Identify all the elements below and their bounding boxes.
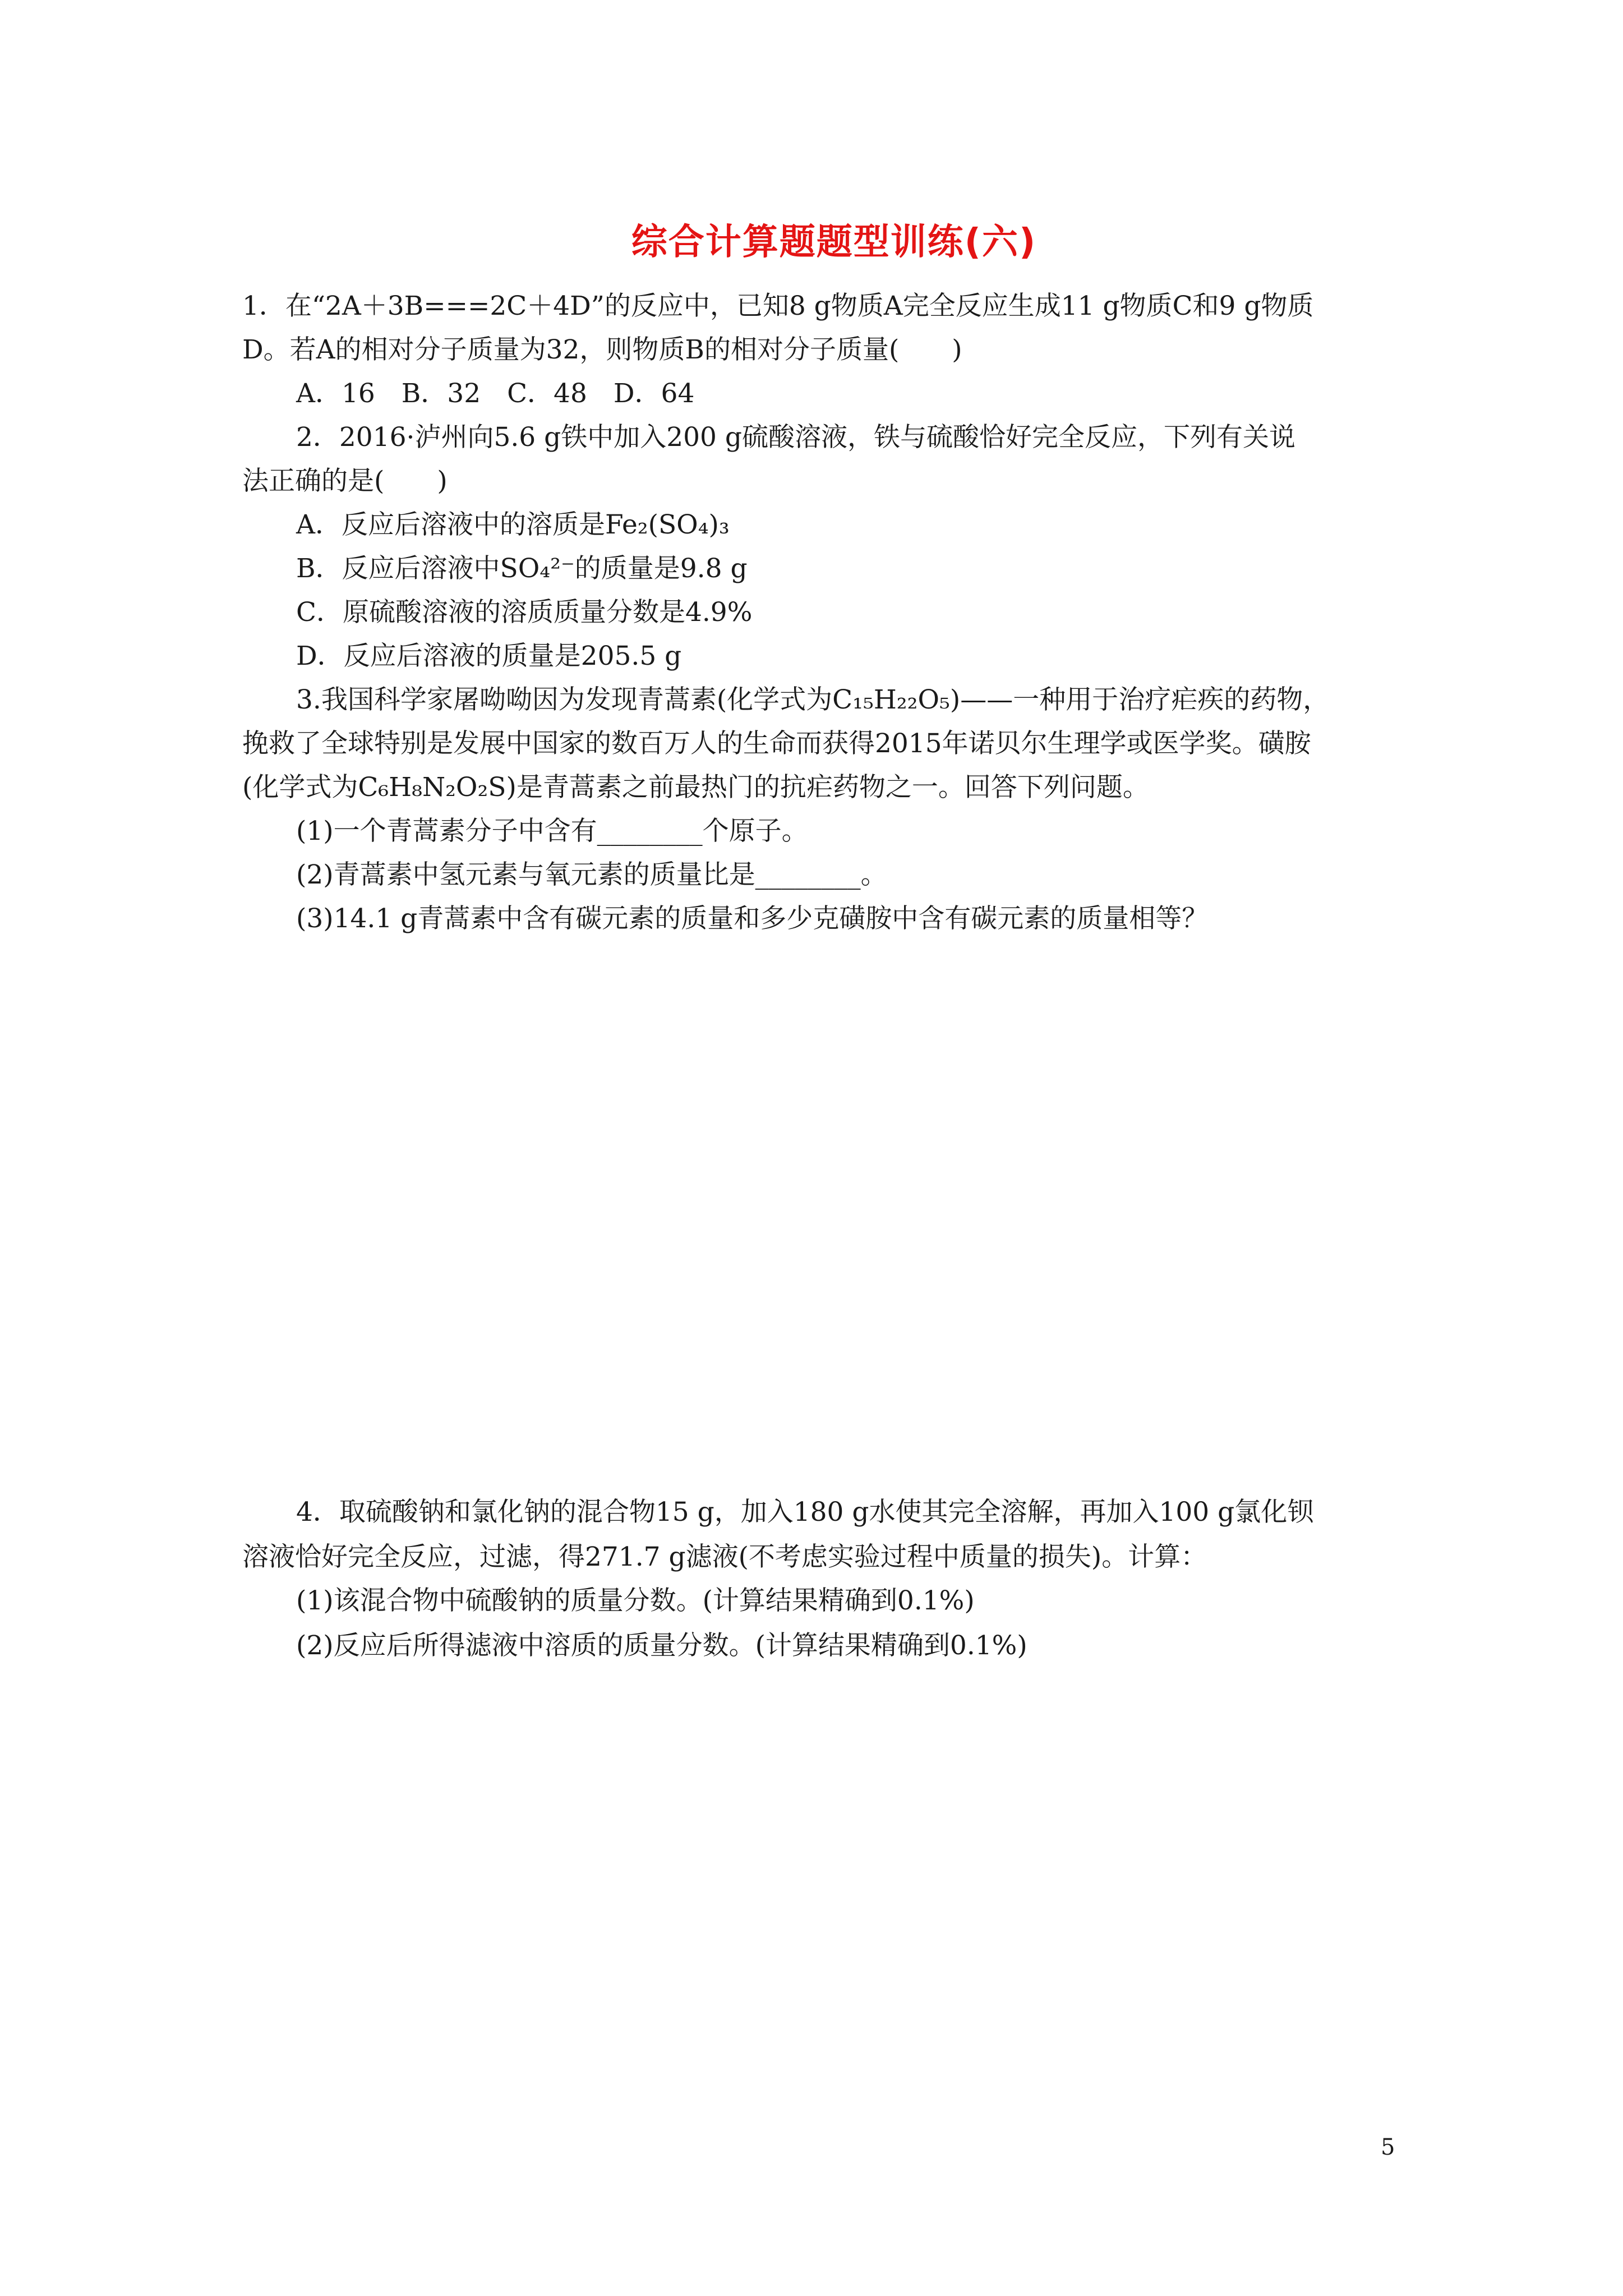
q3-part-1: (1)一个青蒿素分子中含有________个原子。: [296, 816, 808, 846]
q2-line-1: 2．2016·泸州向5.6 g铁中加入200 g硫酸溶液，铁与硫酸恰好完全反应，下列有关说: [296, 422, 1295, 453]
q2-option-d: D．反应后溶液的质量是205.5 g: [296, 641, 682, 671]
q3-line-1: 3.我国科学家屠呦呦因为发现青蒿素(化学式为C₁₅H₂₂O₅)——一种用于治疗疟疾的药物，: [296, 684, 1330, 715]
page-title: 综合计算题题型训练(六): [631, 222, 1037, 263]
q1-line-1: 1．在“2A＋3B===2C＋4D”的反应中，已知8 g物质A完全反应生成11 g物质C和9 g物质: [242, 291, 1314, 321]
q1-options: A．16 B．32 C．48 D．64: [296, 378, 695, 409]
q3-part-2: (2)青蒿素中氢元素与氧元素的质量比是________。: [296, 859, 887, 890]
q2-option-b: B．反应后溶液中SO₄²⁻的质量是9.8 g: [296, 553, 748, 584]
q4-part-1: (1)该混合物中硫酸钠的质量分数。(计算结果精确到0.1%): [296, 1585, 975, 1616]
q2-option-a: A．反应后溶液中的溶质是Fe₂(SO₄)₃: [296, 509, 730, 540]
q2-option-c: C．原硫酸溶液的溶质质量分数是4.9%: [296, 597, 753, 628]
q2-line-2: 法正确的是( ): [242, 466, 448, 496]
q1-line-2: D。若A的相对分子质量为32，则物质B的相对分子质量( ): [242, 334, 962, 365]
page-number: 5: [1381, 2134, 1395, 2160]
q3-line-2: 挽救了全球特别是发展中国家的数百万人的生命而获得2015年诺贝尔生理学或医学奖。磺胺: [242, 728, 1311, 759]
q3-line-3: (化学式为C₆H₈N₂O₂S)是青蒿素之前最热门的抗疟药物之一。回答下列问题。: [242, 772, 1149, 803]
q4-part-2: (2)反应后所得滤液中溶质的质量分数。(计算结果精确到0.1%): [296, 1630, 1027, 1661]
q3-part-3: (3)14.1 g青蒿素中含有碳元素的质量和多少克磺胺中含有碳元素的质量相等？: [296, 903, 1209, 934]
q4-line-1: 4．取硫酸钠和氯化钠的混合物15 g，加入180 g水使其完全溶解，再加入100 g氯化钡: [296, 1497, 1314, 1527]
q4-line-2: 溶液恰好完全反应，过滤，得271.7 g滤液(不考虑实验过程中质量的损失)。计算：: [242, 1542, 1207, 1572]
